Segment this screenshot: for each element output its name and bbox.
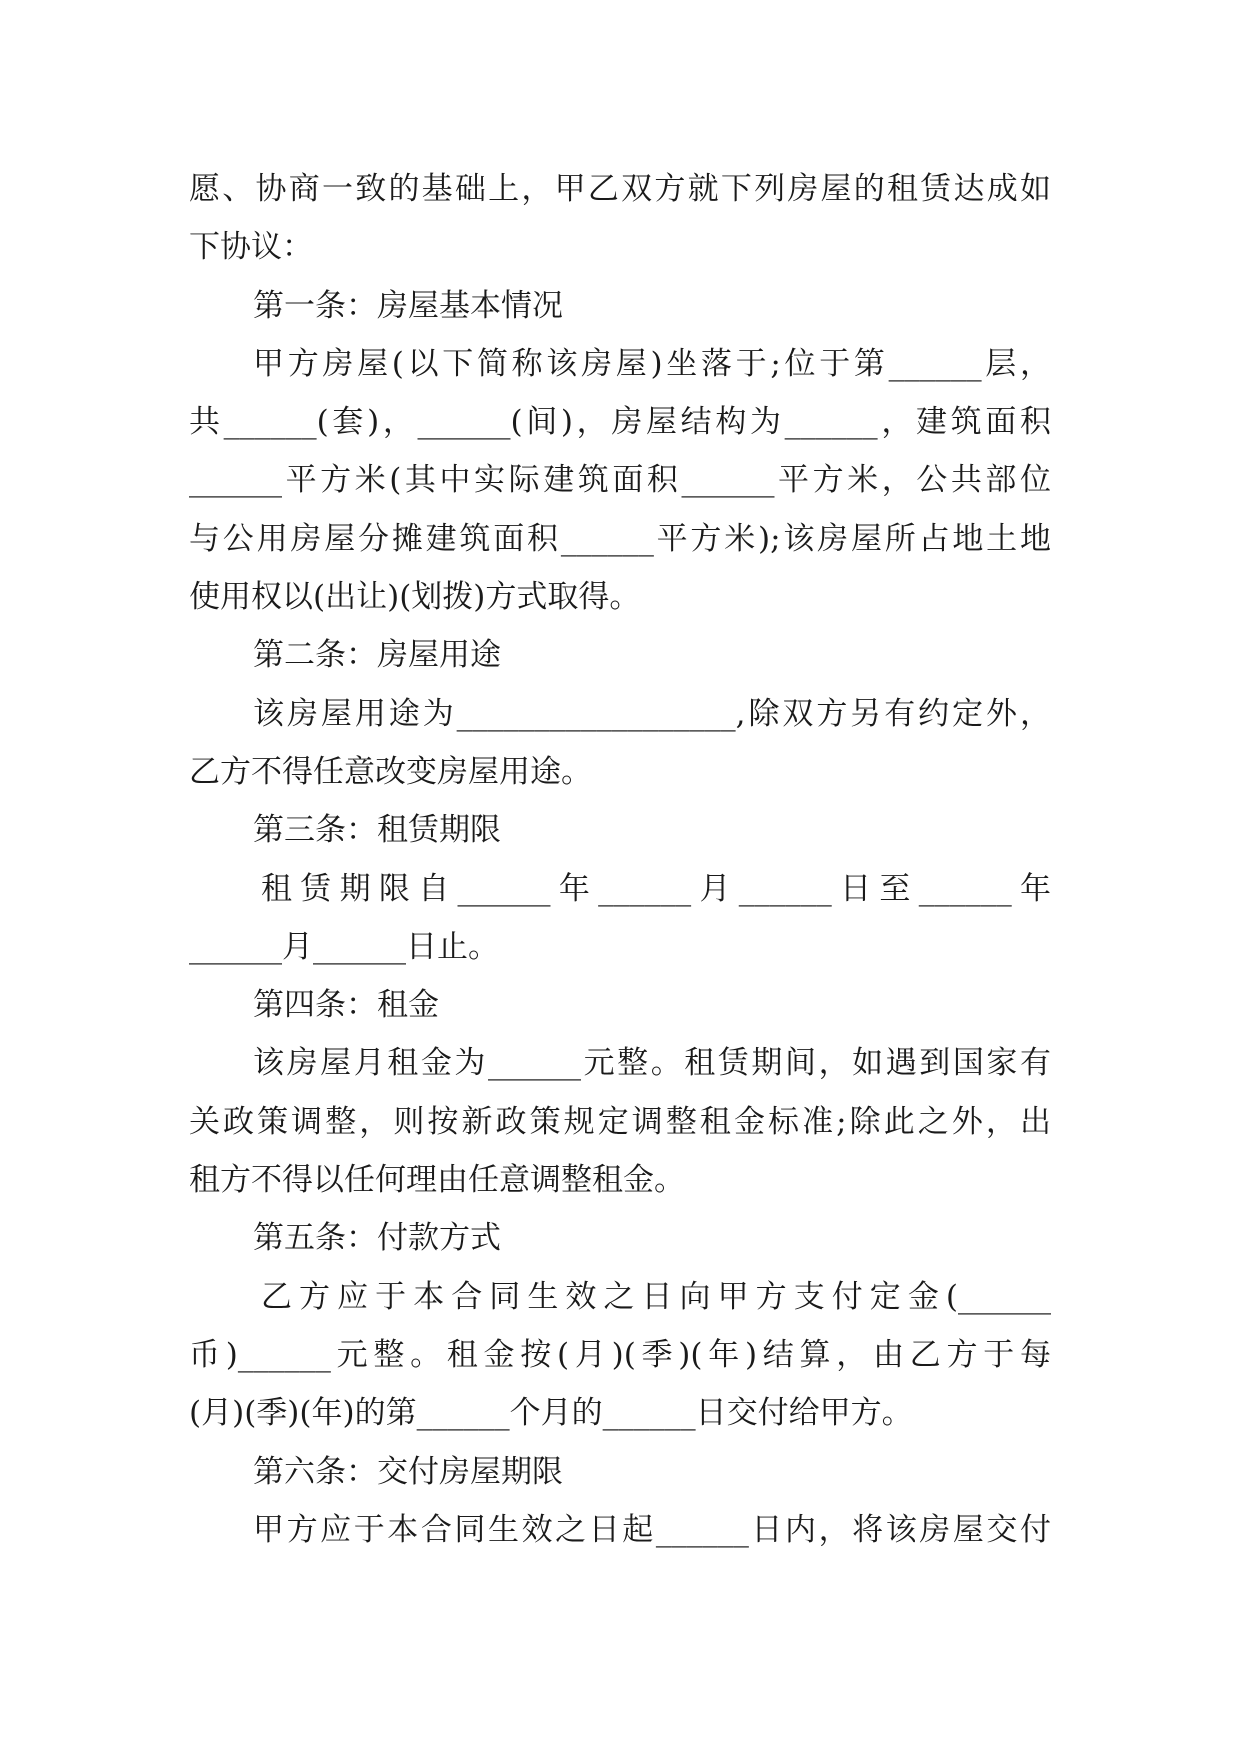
article-heading: 第一条：房屋基本情况	[253, 287, 563, 324]
text-line: 愿、协商一致的基础上，甲乙双方就下列房屋的租赁达成如	[189, 171, 1051, 207]
text-line: 甲方房屋(以下简称该房屋)坐落于;位于第______层，	[253, 345, 1051, 382]
text-line: 币)______元整。租金按(月)(季)(年)结算，由乙方于每	[189, 1336, 1051, 1373]
article-heading: 第二条：房屋用途	[253, 637, 501, 674]
text-line: 该房屋用途为__________________,除双方另有约定外，	[253, 695, 1051, 732]
text-line: 租方不得以任何理由任意调整租金。	[189, 1162, 685, 1199]
text-line: 甲方应于本合同生效之日起______日内，将该房屋交付	[253, 1511, 1051, 1548]
text-line: 共______(套)，______(间)，房屋结构为______，建筑面积	[189, 404, 1051, 441]
article-heading: 第三条：租赁期限	[253, 812, 501, 849]
text-line: ______月______日止。	[189, 928, 499, 965]
text-line: (月)(季)(年)的第______个月的______日交付给甲方。	[189, 1395, 913, 1432]
text-line: 下协议：	[189, 229, 313, 266]
text-line: 租赁期限自______年______月______日至______年	[261, 870, 1051, 907]
text-line: 与公用房屋分摊建筑面积______平方米);该房屋所占地土地	[189, 520, 1051, 557]
text-line: 该房屋月租金为______元整。租赁期间，如遇到国家有	[253, 1045, 1051, 1082]
text-line: 关政策调整，则按新政策规定调整租金标准;除此之外，出	[189, 1103, 1051, 1140]
text-line: 乙方不得任意改变房屋用途。	[189, 753, 592, 790]
article-heading: 第四条：租金	[253, 987, 439, 1024]
text-line: ______平方米(其中实际建筑面积______平方米，公共部位	[189, 462, 1051, 499]
contract-text	[189, 160, 1051, 1559]
text-line: 使用权以(出让)(划拨)方式取得。	[189, 579, 641, 616]
article-heading: 第六条：交付房屋期限	[253, 1453, 563, 1490]
article-heading: 第五条：付款方式	[253, 1220, 501, 1257]
text-line: 乙方应于本合同生效之日向甲方支付定金(______	[261, 1278, 1051, 1315]
